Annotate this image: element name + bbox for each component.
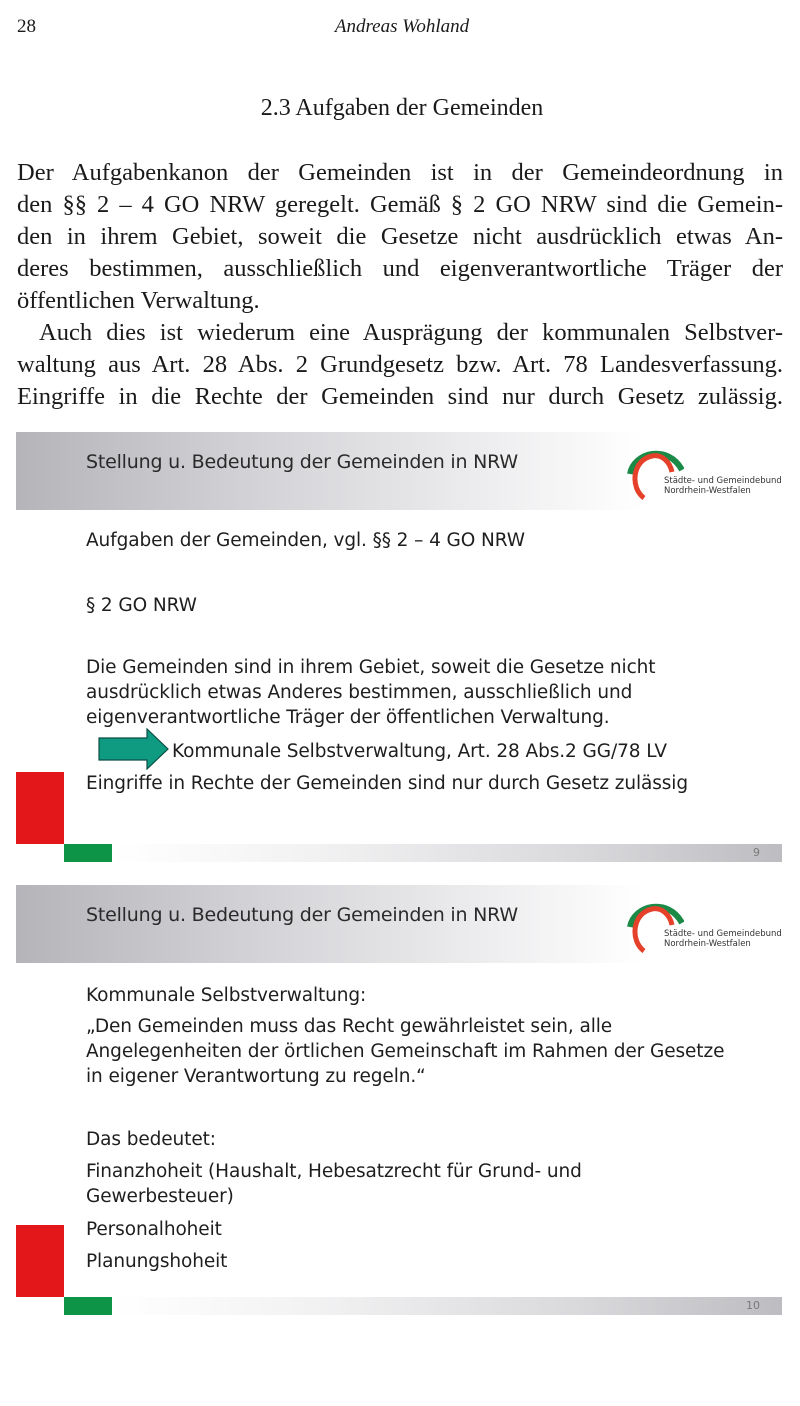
slide-number: 10 bbox=[746, 1299, 760, 1312]
slide-line: Kommunale Selbstverwaltung: bbox=[86, 985, 367, 1006]
slide-line: § 2 GO NRW bbox=[86, 595, 197, 616]
red-accent-block bbox=[16, 772, 64, 844]
red-accent-block bbox=[16, 1225, 64, 1297]
slide-line: Eingriffe in Rechte der Gemeinden sind nur durch Gesetz zulässig bbox=[86, 773, 688, 794]
logo-text: Städte- und Gemeindebund Nordrhein-Westfalen bbox=[664, 476, 782, 496]
slide-line: „Den Gemeinden muss das Recht gewährleistet sein, alle bbox=[86, 1016, 613, 1037]
text-line: deres bestimmen, ausschließlich und eigenverantwortliche Träger der bbox=[17, 255, 783, 282]
green-accent-block bbox=[64, 1297, 112, 1315]
slide-line: Aufgaben der Gemeinden, vgl. §§ 2 – 4 GO NRW bbox=[86, 530, 525, 551]
text-line: Eingriffe in die Rechte der Gemeinden sind nur durch Gesetz zulässig. bbox=[17, 383, 783, 410]
slide-header-band bbox=[16, 432, 782, 510]
slide-title: Stellung u. Bedeutung der Gemeinden in NRW bbox=[86, 451, 518, 473]
running-head-author: Andreas Wohland bbox=[334, 16, 470, 37]
slide-10 bbox=[16, 885, 782, 1315]
slide-line-arrow-text: Kommunale Selbstverwaltung, Art. 28 Abs.2 GG/78 LV bbox=[172, 741, 667, 762]
text-line: öffentlichen Verwaltung. bbox=[17, 287, 260, 314]
slide-footer-bar bbox=[112, 844, 782, 862]
green-accent-block bbox=[64, 844, 112, 862]
slide-line: Finanzhoheit (Haushalt, Hebesatzrecht für Grund- und bbox=[86, 1161, 582, 1182]
slide-line: Personalhoheit bbox=[86, 1219, 222, 1240]
slide-line: Planungshoheit bbox=[86, 1251, 228, 1272]
slide-line: Die Gemeinden sind in ihrem Gebiet, soweit die Gesetze nicht bbox=[86, 657, 656, 678]
text-line: den in ihrem Gebiet, soweit die Gesetze nicht ausdrücklich etwas An- bbox=[17, 223, 783, 250]
slide-header-band bbox=[16, 885, 782, 963]
paragraph-1 bbox=[17, 157, 783, 317]
sgb-nrw-logo bbox=[624, 440, 782, 502]
text-line: Der Aufgabenkanon der Gemeinden ist in der Gemeindeordnung in bbox=[17, 159, 783, 186]
slide-line: Gewerbesteuer) bbox=[86, 1186, 234, 1207]
slide-footer-bar bbox=[112, 1297, 782, 1315]
slide-9 bbox=[16, 432, 782, 862]
text-line: waltung aus Art. 28 Abs. 2 Grundgesetz bzw. Art. 78 Landesverfassung. bbox=[17, 351, 783, 378]
slide-line: Angelegenheiten der örtlichen Gemeinschaft im Rahmen der Gesetze bbox=[86, 1041, 725, 1062]
slide-title: Stellung u. Bedeutung der Gemeinden in NRW bbox=[86, 904, 518, 926]
slide-line: Das bedeutet: bbox=[86, 1129, 216, 1150]
text-line: Auch dies ist wiederum eine Ausprägung der kommunalen Selbstver- bbox=[39, 319, 783, 346]
section-title: 2.3 Aufgaben der Gemeinden bbox=[260, 95, 544, 121]
page-number: 28 bbox=[17, 16, 36, 37]
text-line: den §§ 2 – 4 GO NRW geregelt. Gemäß § 2 GO NRW sind die Gemein- bbox=[17, 191, 783, 218]
slide-number: 9 bbox=[753, 846, 760, 859]
slide-line: in eigener Verantwortung zu regeln.“ bbox=[86, 1066, 426, 1087]
logo-text: Städte- und Gemeindebund Nordrhein-Westfalen bbox=[664, 929, 782, 949]
sgb-nrw-logo bbox=[624, 893, 782, 955]
slide-line: eigenverantwortliche Träger der öffentlichen Verwaltung. bbox=[86, 707, 610, 728]
slide-line: ausdrücklich etwas Anderes bestimmen, ausschließlich und bbox=[86, 682, 633, 703]
paragraph-2 bbox=[17, 317, 783, 413]
body-text bbox=[17, 157, 783, 413]
arrow-right-icon bbox=[98, 728, 170, 770]
